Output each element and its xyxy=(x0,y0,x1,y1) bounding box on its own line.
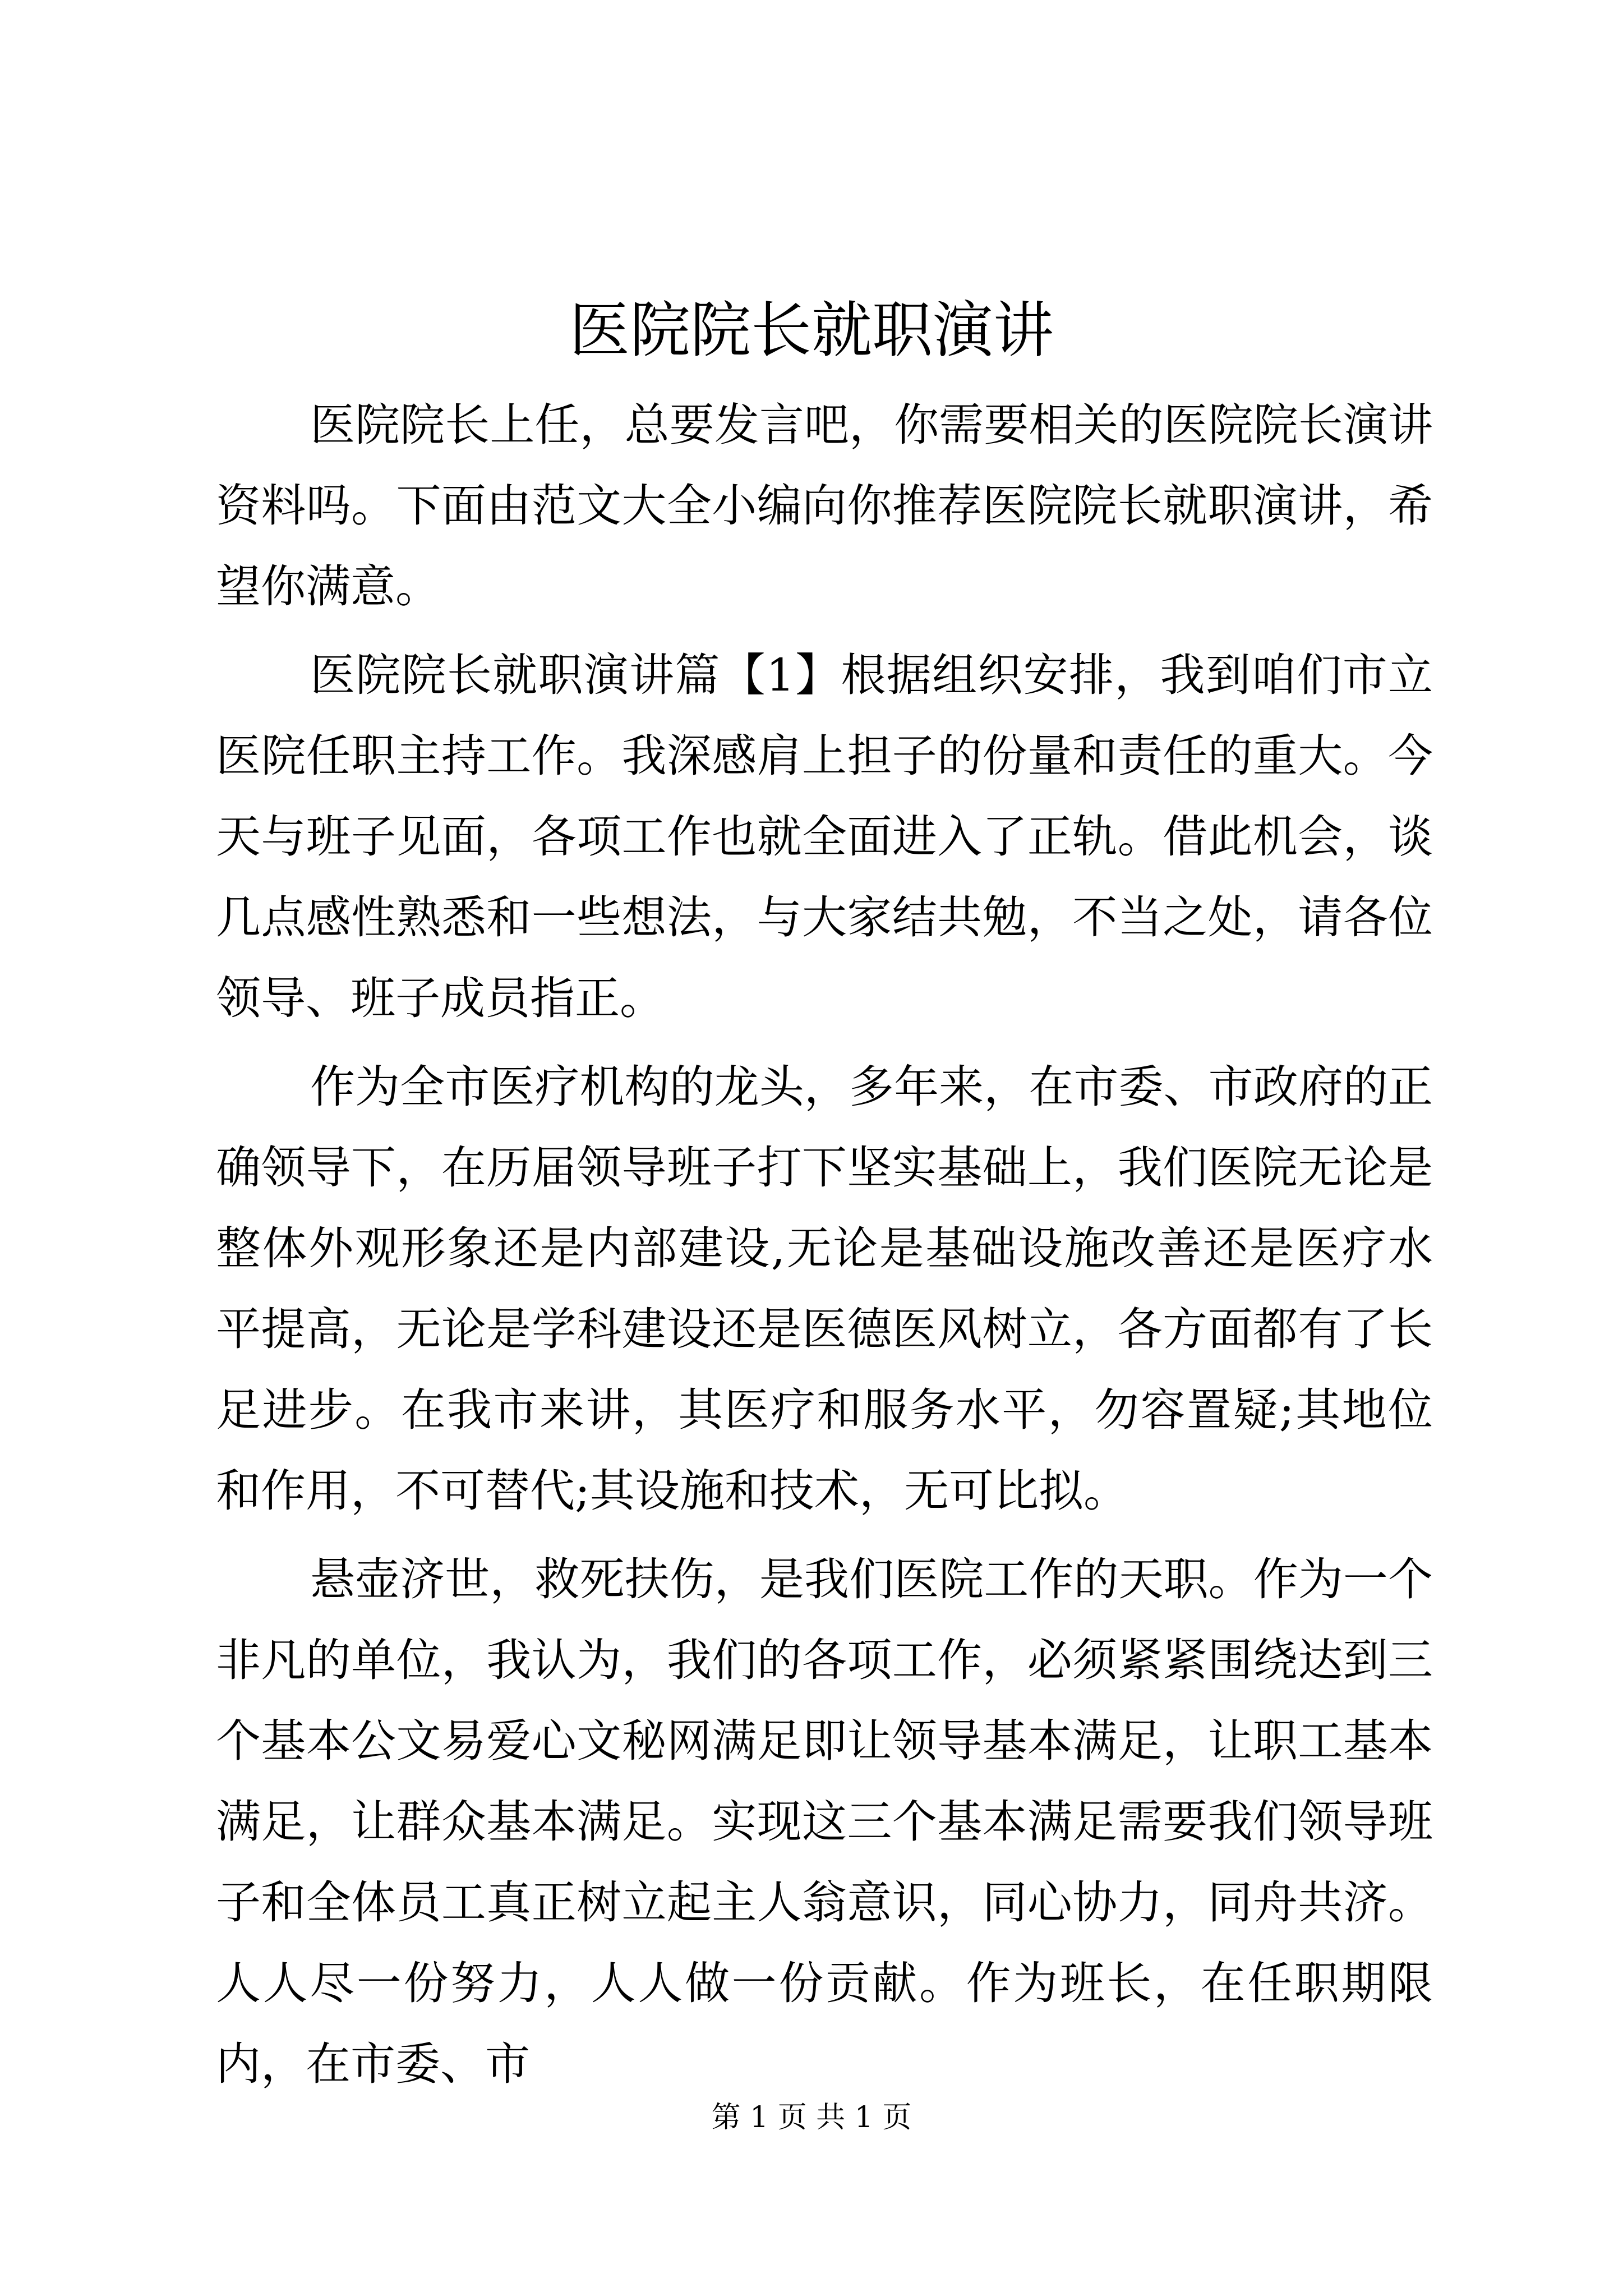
page-footer: 第 1 页 共 1 页 xyxy=(711,2101,912,2134)
document-body xyxy=(216,385,1433,2113)
paragraph: 悬壶济世，救死扶伤，是我们医院工作的天职。作为一个非凡的单位，我认为，我们的各项工作，必须紧紧围绕达到三个基本公文易爱心文秘网满足即让领导基本满足，让职工基本满足，让群众基本满足。实现这三个基本满足需要我们领导班子和全体员工真正树立起主人翁意识，同心协力，同舟共济。人人尽一份努力，人人做一份贡献。作为班长，在任职期限内，在市委、市 xyxy=(216,1553,1433,2090)
paragraph: 医院院长就职演讲篇【1】根据组织安排，我到咱们市立医院任职主持工作。我深感肩上担子的份量和责任的重大。今天与班子见面，各项工作也就全面进入了正轨。借此机会，谈几点感性熟悉和一些想法，与大家结共勉，不当之处，请各位领导、班子成员指正。 xyxy=(216,649,1433,1024)
paragraph: 医院院长上任，总要发言吧，你需要相关的医院院长演讲资料吗。下面由范文大全小编向你推荐医院院长就职演讲，希望你满意。 xyxy=(216,399,1433,613)
document-title: 医院院长就职演讲 xyxy=(569,296,1054,366)
paragraph: 作为全市医疗机构的龙头，多年来，在市委、市政府的正确领导下，在历届领导班子打下坚实基础上，我们医院无论是整体外观形象还是内部建设,无论是基础设施改善还是医疗水平提高，无论是学科建设还是医德医风树立，各方面都有了长足进步。在我市来讲，其医疗和服务水平，勿容置疑;其地位和作用，不可替代;其设施和技术，无可比拟。 xyxy=(216,1061,1433,1517)
